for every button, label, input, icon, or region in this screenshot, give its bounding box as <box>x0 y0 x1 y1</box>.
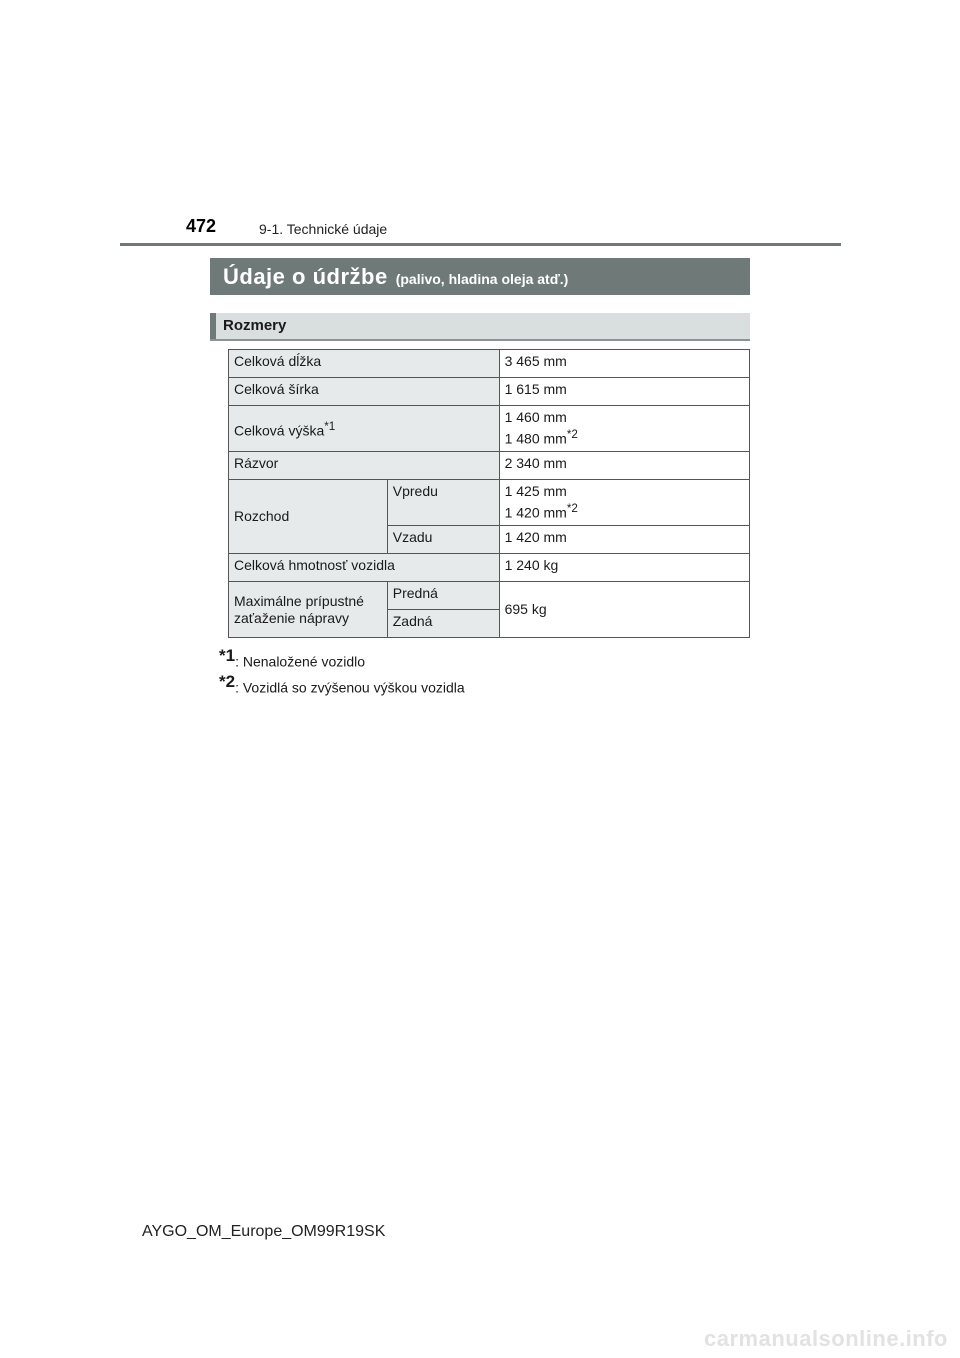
title-bar <box>210 258 750 295</box>
footnote-text: : Vozidlá so zvýšenou výškou vozidla <box>235 679 465 696</box>
table-row <box>229 480 750 526</box>
table-cell-value: 695 kg <box>499 582 749 638</box>
footnote <box>219 672 465 696</box>
table-cell-value: 3 465 mm <box>499 350 749 378</box>
table-cell-label <box>229 582 388 638</box>
table-cell-value: 1 420 mm <box>499 526 749 554</box>
table-cell-value <box>499 480 749 526</box>
table-cell-sublabel: Zadná <box>387 610 499 638</box>
watermark: carmanualsonline.info <box>704 1326 948 1351</box>
table-row <box>229 582 750 610</box>
footnote-text: : Nenaložené vozidlo <box>235 653 366 670</box>
table-cell-label: Celková šírka <box>229 378 500 406</box>
table-row <box>229 378 750 406</box>
footnote-ref: *2 <box>566 502 578 515</box>
table-row <box>229 452 750 480</box>
footnote-ref: *2 <box>566 428 578 441</box>
table-cell-value: 2 340 mm <box>499 452 749 480</box>
height-label: Celková výška <box>234 422 325 439</box>
table-cell-value: 1 240 kg <box>499 554 749 582</box>
table-cell-label: Celková hmotnosť vozidla <box>229 554 500 582</box>
height-value-raised-text: 1 480 mm <box>504 430 567 447</box>
subsection-accent <box>210 313 216 339</box>
subsection-title: Rozmery <box>223 317 287 334</box>
section-header: 9-1. Technické údaje <box>259 221 388 237</box>
subsection-bar <box>210 313 750 341</box>
table-cell-value <box>499 406 749 452</box>
table-cell-sublabel: Vpredu <box>387 480 499 526</box>
axle-load-label-line: zaťaženie nápravy <box>234 609 349 626</box>
table-row <box>229 350 750 378</box>
table-cell-label <box>229 406 500 452</box>
height-value-raised <box>505 426 744 448</box>
page-title-subtitle: (palivo, hladina oleja atď.) <box>395 271 569 287</box>
track-front-value-raised <box>505 500 744 522</box>
document-code: AYGO_OM_Europe_OM99R19SK <box>142 1223 386 1240</box>
table-cell-label: Rozchod <box>229 480 388 554</box>
page-title: Údaje o údržbe <box>223 263 388 289</box>
table-row <box>229 554 750 582</box>
page-number: 472 <box>186 216 217 236</box>
axle-load-label-line: Maximálne prípustné <box>234 592 364 609</box>
footnote-ref: *1 <box>324 419 336 433</box>
header-rule <box>120 243 841 246</box>
table-cell-label: Celková dĺžka <box>229 350 500 378</box>
footnote-mark: *1 <box>219 646 236 665</box>
table-row <box>229 406 750 452</box>
table-cell-sublabel: Predná <box>387 582 499 610</box>
height-value: 1 460 mm <box>504 409 567 425</box>
track-front-value-raised-text: 1 420 mm <box>504 504 567 521</box>
footnote-mark: *2 <box>219 672 236 691</box>
table-cell-label: Rázvor <box>229 452 500 480</box>
dimensions-table <box>228 349 750 638</box>
table-cell-value: 1 615 mm <box>499 378 749 406</box>
table-cell-sublabel: Vzadu <box>387 526 499 554</box>
footnote <box>219 646 365 670</box>
track-front-value: 1 425 mm <box>504 483 567 499</box>
